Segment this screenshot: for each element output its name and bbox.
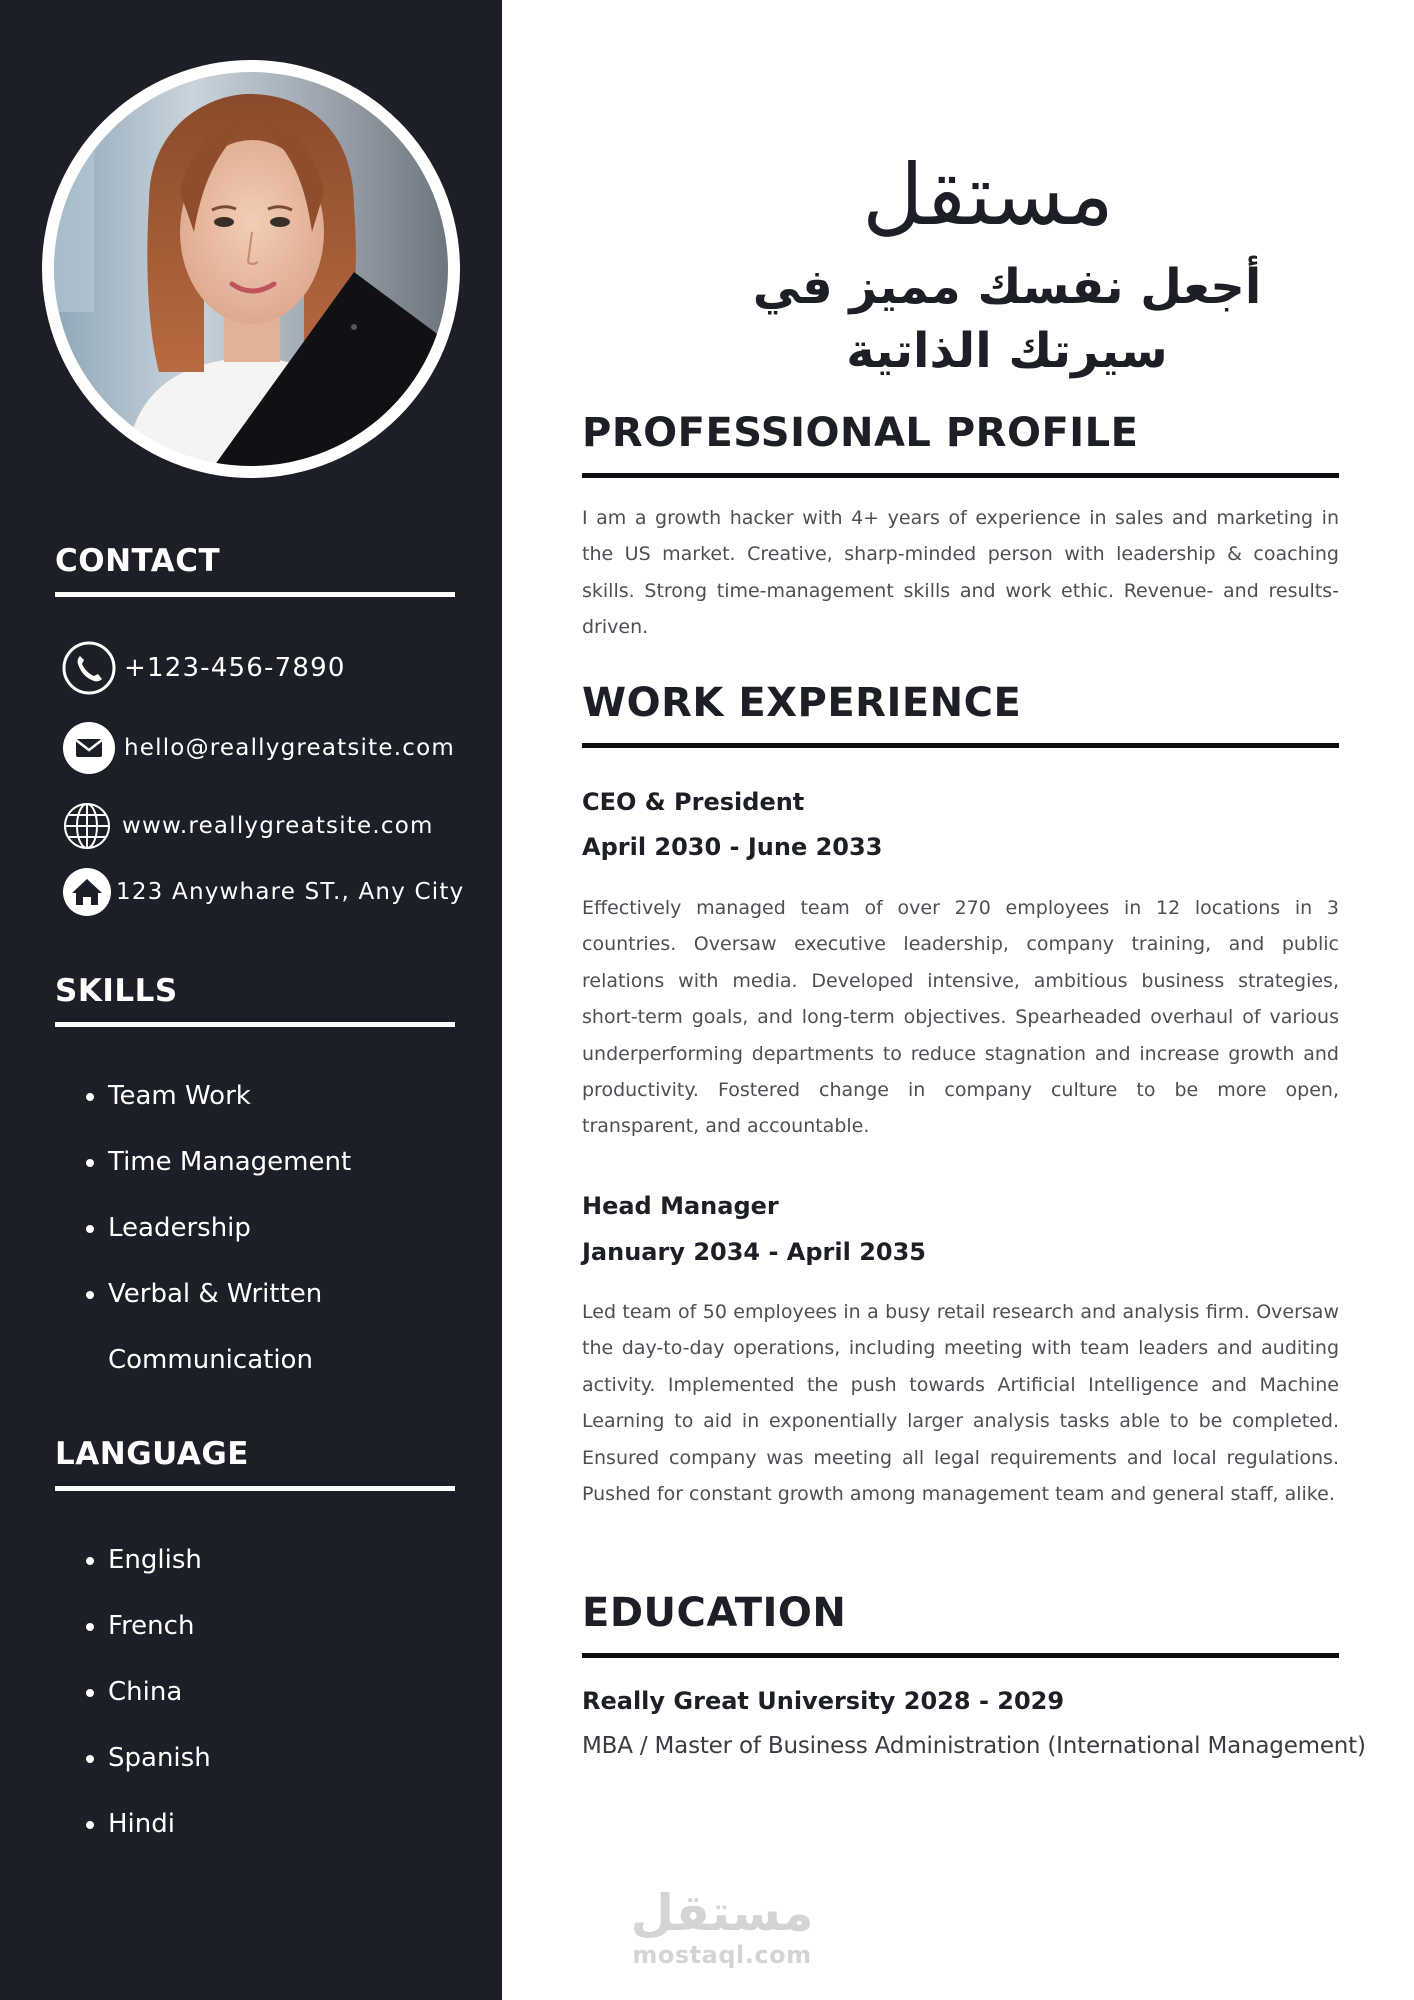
education-divider bbox=[582, 1653, 1339, 1658]
list-item: Team Work bbox=[86, 1063, 351, 1129]
profile-photo-frame bbox=[42, 60, 460, 478]
skills-list bbox=[86, 1063, 351, 1393]
contact-email[interactable] bbox=[62, 720, 455, 776]
education-school: Really Great University 2028 - 2029 bbox=[582, 1687, 1065, 1715]
language-heading: LANGUAGE bbox=[55, 1436, 249, 1472]
job-dates: January 2034 - April 2035 bbox=[582, 1238, 926, 1266]
list-item: Leadership bbox=[86, 1195, 351, 1261]
education-heading: EDUCATION bbox=[582, 1590, 847, 1636]
list-item: English bbox=[86, 1527, 211, 1593]
main-content bbox=[502, 0, 1414, 2000]
list-item: Communication bbox=[108, 1345, 313, 1375]
list-item: Hindi bbox=[86, 1791, 211, 1857]
contact-divider bbox=[55, 592, 455, 597]
email-text[interactable]: hello@reallygreatsite.com bbox=[124, 735, 455, 761]
brand-arabic: مستقل bbox=[862, 146, 1114, 244]
list-item: Spanish bbox=[86, 1725, 211, 1791]
profile-photo bbox=[54, 72, 448, 466]
job-description: Effectively managed team of over 270 employees in 12 locations in 3 countries. Oversaw executive leadership, company training, and public relations with media. Developed intensive, ambitious business strategies, short-term goals, and long-term objectives. Spearheaded overhaul of various underperforming departments to reduce stagnation and increase growth and productivity. Fostered change in company culture to be more open, transparent, and accountable. bbox=[582, 897, 1339, 1138]
watermark-latin: mostaql.com bbox=[632, 1941, 812, 1969]
watermark-arabic: مستقل bbox=[630, 1884, 814, 1942]
skills-heading: SKILLS bbox=[55, 973, 178, 1009]
contact-website[interactable] bbox=[62, 798, 434, 854]
list-item: Verbal & Written bbox=[86, 1261, 351, 1327]
phone-text[interactable]: +123-456-7890 bbox=[124, 653, 346, 683]
sidebar bbox=[0, 0, 502, 2000]
skills-divider bbox=[55, 1022, 455, 1027]
list-item: Time Management bbox=[86, 1129, 351, 1195]
brand-tagline: أجعل نفسك مميز في سيرتك الذاتية bbox=[752, 259, 1262, 379]
contact-address[interactable] bbox=[62, 864, 464, 920]
experience-divider bbox=[582, 743, 1339, 748]
profile-heading: PROFESSIONAL PROFILE bbox=[582, 410, 1139, 456]
phone-icon bbox=[62, 641, 116, 695]
address-text: 123 Anywhare ST., Any City bbox=[116, 879, 465, 905]
website-text[interactable]: www.reallygreatsite.com bbox=[122, 813, 434, 839]
job-title: CEO & President bbox=[582, 788, 805, 816]
list-item: China bbox=[86, 1659, 211, 1725]
watermark bbox=[622, 1885, 822, 1969]
language-list bbox=[86, 1527, 211, 1857]
job-dates: April 2030 - June 2033 bbox=[582, 833, 883, 861]
language-divider bbox=[55, 1486, 455, 1491]
globe-icon bbox=[62, 799, 116, 853]
job-title: Head Manager bbox=[582, 1192, 779, 1220]
contact-phone[interactable] bbox=[62, 640, 346, 696]
email-icon bbox=[62, 721, 116, 775]
experience-heading: WORK EXPERIENCE bbox=[582, 680, 1022, 726]
education-degree: MBA / Master of Business Administration (International Management) bbox=[582, 1733, 1366, 1759]
profile-text: I am a growth hacker with 4+ years of experience in sales and marketing in the US market. Creative, sharp-minded person with leadership & coaching skills. Strong time-management skills and work ethic. Revenue- and results-driven. bbox=[582, 507, 1339, 639]
list-item: French bbox=[86, 1593, 211, 1659]
job-description: Led team of 50 employees in a busy retail research and analysis firm. Oversaw the day-to-day operations, including meeting with team leaders and auditing activity. Implemented the push towards Artificial Intelligence and Machine Learning to aid in exponentially larger analysis tasks able to be completed. Ensured company was meeting all legal requirements and local regulations. Pushed for constant growth among management team and general staff, alike. bbox=[582, 1301, 1339, 1506]
home-icon bbox=[62, 865, 116, 919]
profile-divider bbox=[582, 473, 1339, 478]
contact-heading: CONTACT bbox=[55, 543, 221, 579]
